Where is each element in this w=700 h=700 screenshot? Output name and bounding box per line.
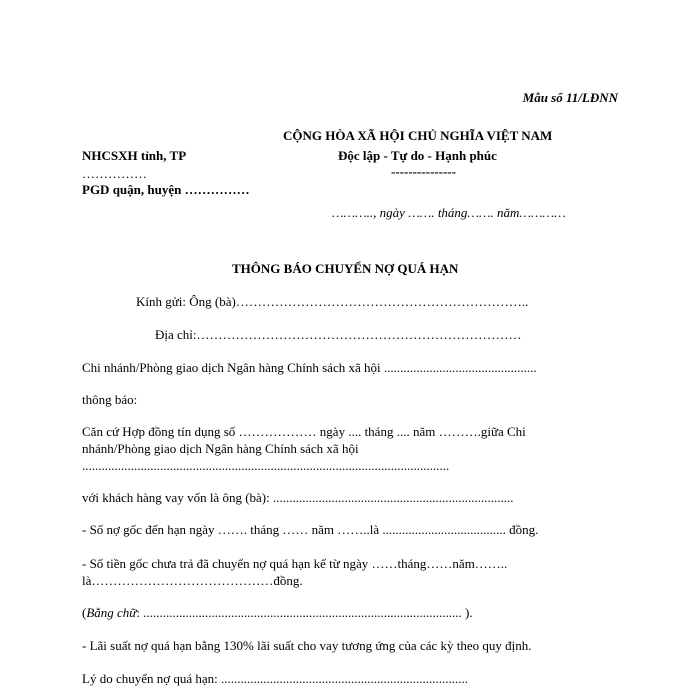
branch-province-blank: …………… [82,166,147,181]
customer-line: với khách hàng vay vốn là ông (bà): .......................................................................... [82,490,514,505]
country-name: CỘNG HÒA XÃ HỘI CHỦ NGHĨA VIỆT NAM [283,128,553,143]
motto-underline: --------------- [391,164,456,179]
words-open-paren: ( [82,605,87,620]
unpaid-line-1: - Số tiền gốc chưa trả đã chuyển nợ quá hạn kể từ ngày ……tháng……năm…….. [82,556,508,571]
unpaid-line-2: là……………………………………đồng. [82,573,303,588]
interest-line: - Lãi suất nợ quá hạn bằng 130% lãi suất cho vay tương ứng của các kỳ theo quy định. [82,638,532,653]
contract-line-3: ................................................................................................................. [82,458,450,473]
motto: Độc lập - Tự do - Hạnh phúc [338,148,497,163]
reason-line: Lý do chuyển nợ quá hạn: ............................................................................ [82,671,469,686]
principal-due-line: - Số nợ gốc đến hạn ngày ……. tháng …… năm ……..là ...................................... đồng. [82,522,539,537]
form-code: Mẫu số 11/LĐNN [522,90,618,105]
address-line: Địa chỉ:………………………………………………………………… [155,327,522,342]
contract-line-2: nhánh/Phòng giao dịch Ngân hàng Chính sách xã hội [82,441,359,456]
date-line: ……….., ngày ……. tháng……. năm………… [332,205,566,220]
amount-in-words-line [82,605,473,621]
words-blank: : .................................................................................................. ). [136,605,473,620]
branch-province: NHCSXH tỉnh, TP [82,148,187,163]
district-office: PGD quận, huyện …………… [82,182,250,197]
greeting-line: Kính gửi: Ông (bà)………………………………………………………….. [136,294,529,309]
document-title: THÔNG BÁO CHUYỂN NỢ QUÁ HẠN [232,261,459,276]
branch-line: Chi nhánh/Phòng giao dịch Ngân hàng Chính sách xã hội ............................................... [82,360,537,375]
contract-line-1: Căn cứ Hợp đồng tín dụng số ……………… ngày .... tháng .... năm ……….giữa Chi [82,424,526,439]
notify-label: thông báo: [82,392,138,407]
words-label: Bằng chữ [86,605,137,620]
